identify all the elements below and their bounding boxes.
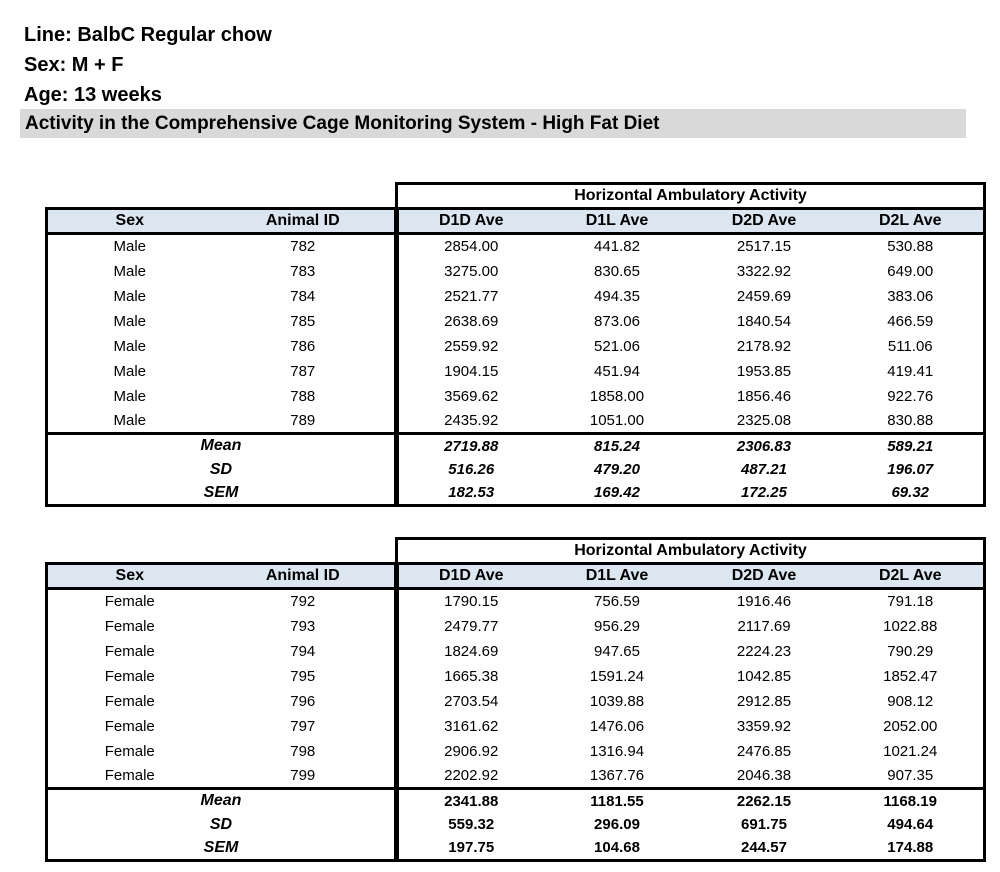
d1d-ave-cell: 2202.92 (397, 764, 544, 789)
d2l-ave-cell: 1021.24 (838, 739, 985, 764)
d2d-ave-cell: 1042.85 (736, 667, 792, 685)
table-row (47, 234, 985, 259)
animal-id-cell: 782 (290, 238, 316, 256)
table-row (47, 664, 985, 689)
d2d-ave-cell: 2459.69 (736, 287, 792, 305)
spacer-cell (47, 184, 397, 209)
d2l-ave-cell: 790.29 (838, 639, 985, 664)
d2l-ave-cell: 922.76 (838, 384, 985, 409)
d2d-ave-summary-cell: 487.21 (741, 461, 787, 478)
activity-table-male (45, 182, 986, 507)
animal-id-cell: 798 (290, 742, 316, 760)
animal-id-cell: 795 (290, 667, 316, 685)
col-header-d1d-ave: D1D Ave (397, 564, 544, 589)
table-row (47, 359, 985, 384)
sex-cell: Male (47, 309, 212, 334)
summary-label: Mean (47, 434, 397, 458)
d1d-ave-cell: 2638.69 (397, 309, 544, 334)
d1l-ave-cell: 441.82 (594, 238, 640, 256)
d2l-ave-summary-cell: 196.07 (838, 458, 985, 482)
d1l-ave-cell: 956.29 (594, 617, 640, 635)
animal-id-cell: 794 (290, 642, 316, 660)
d2l-ave-summary-cell: 494.64 (838, 813, 985, 837)
sex-cell: Female (47, 664, 212, 689)
d1l-ave-cell: 1051.00 (589, 411, 645, 429)
sex-label: Sex: M + F (24, 54, 124, 76)
report-metadata (24, 20, 272, 110)
table-row (47, 589, 985, 614)
d2d-ave-summary-cell: 2306.83 (691, 434, 838, 458)
animal-id-cell: 793 (290, 617, 316, 635)
summary-label: Mean (47, 789, 397, 813)
d2l-ave-summary-cell: 69.32 (838, 482, 985, 506)
d1l-ave-cell: 1039.88 (589, 692, 645, 710)
d2l-ave-summary-cell: 174.88 (838, 837, 985, 861)
d2l-ave-cell: 511.06 (838, 334, 985, 359)
sex-cell: Female (47, 714, 212, 739)
animal-id-cell: 786 (290, 337, 316, 355)
col-header-sex: Sex (47, 209, 212, 234)
d2l-ave-cell: 791.18 (838, 589, 985, 614)
d1d-ave-cell: 3161.62 (397, 714, 544, 739)
col-header-d1l-ave: D1L Ave (544, 564, 691, 589)
d2d-ave-cell: 1840.54 (736, 312, 792, 330)
d1l-ave-cell: 947.65 (594, 642, 640, 660)
sex-cell: Female (47, 764, 212, 789)
d1l-ave-cell: 1476.06 (589, 717, 645, 735)
d1l-ave-cell: 1858.00 (589, 387, 645, 405)
d2d-ave-summary-cell: 2262.15 (691, 789, 838, 813)
sex-cell: Male (47, 409, 212, 434)
d1l-ave-summary-cell: 104.68 (544, 837, 691, 861)
d1d-ave-cell: 2521.77 (397, 284, 544, 309)
d2d-ave-cell: 2117.69 (737, 617, 791, 635)
d1l-ave-summary-cell: 296.09 (594, 816, 640, 833)
table-row (47, 764, 985, 789)
d2l-ave-cell: 1022.88 (838, 614, 985, 639)
group-header: Horizontal Ambulatory Activity (397, 539, 985, 564)
group-header: Horizontal Ambulatory Activity (397, 184, 985, 209)
d1d-ave-summary-cell: 559.32 (397, 813, 544, 837)
column-header-row (47, 209, 985, 234)
d2d-ave-summary-cell: 691.75 (741, 816, 787, 833)
d2d-ave-cell: 2476.85 (736, 742, 792, 760)
d1d-ave-cell: 2854.00 (397, 234, 544, 259)
sex-cell: Female (47, 614, 212, 639)
summary-label: SD (47, 813, 397, 837)
col-header-animal-id: Animal ID (212, 209, 397, 234)
summary-row (47, 789, 985, 813)
d1d-ave-cell: 2435.92 (397, 409, 544, 434)
table-row (47, 714, 985, 739)
animal-id-cell: 789 (290, 411, 316, 429)
summary-row (47, 813, 985, 837)
section-banner: Activity in the Comprehensive Cage Monitoring System - High Fat Diet (20, 109, 966, 138)
d1d-ave-summary-cell: 182.53 (397, 482, 544, 506)
d1l-ave-summary-cell: 169.42 (544, 482, 691, 506)
d2d-ave-cell: 1953.85 (736, 362, 792, 380)
summary-row (47, 837, 985, 861)
d1l-ave-summary-cell: 479.20 (594, 461, 640, 478)
d1d-ave-cell: 2906.92 (397, 739, 544, 764)
d2d-ave-cell: 2224.23 (736, 642, 792, 660)
d1d-ave-summary-cell: 197.75 (397, 837, 544, 861)
d1l-ave-summary-cell: 815.24 (544, 434, 691, 458)
d2l-ave-cell: 907.35 (838, 764, 985, 789)
d1d-ave-cell: 1904.15 (397, 359, 544, 384)
d1l-ave-cell: 494.35 (594, 287, 640, 305)
sex-cell: Female (47, 739, 212, 764)
female-activity-table (45, 537, 983, 862)
d1d-ave-summary-cell: 2719.88 (397, 434, 544, 458)
d1d-ave-cell: 2559.92 (397, 334, 544, 359)
sex-cell: Female (47, 689, 212, 714)
col-header-d2d-ave: D2D Ave (691, 209, 838, 234)
d1d-ave-cell: 3275.00 (397, 259, 544, 284)
d2d-ave-cell: 2912.85 (736, 692, 792, 710)
d2l-ave-cell: 383.06 (838, 284, 985, 309)
d2l-ave-cell: 830.88 (838, 409, 985, 434)
d2d-ave-cell: 2517.15 (736, 238, 792, 256)
animal-id-cell: 788 (290, 387, 316, 405)
d2d-ave-cell: 2046.38 (736, 766, 792, 784)
sex-cell: Male (47, 259, 212, 284)
table-row (47, 409, 985, 434)
d2l-ave-summary-cell: 589.21 (838, 434, 985, 458)
col-header-d2l-ave: D2L Ave (838, 209, 985, 234)
d2l-ave-cell: 466.59 (838, 309, 985, 334)
sex-cell: Male (47, 359, 212, 384)
sex-cell: Male (47, 234, 212, 259)
group-header-row (47, 539, 985, 564)
sex-cell: Female (47, 589, 212, 614)
spacer-cell (47, 539, 397, 564)
d2d-ave-cell: 3359.92 (736, 717, 792, 735)
summary-label: SEM (47, 837, 397, 861)
d2d-ave-cell: 2325.08 (736, 411, 792, 429)
sex-cell: Male (47, 384, 212, 409)
table-row (47, 614, 985, 639)
group-header-row (47, 184, 985, 209)
table-row (47, 284, 985, 309)
d1l-ave-cell: 1316.94 (589, 742, 645, 760)
d1d-ave-cell: 3569.62 (397, 384, 544, 409)
d1d-ave-cell: 2703.54 (397, 689, 544, 714)
d2d-ave-summary-cell: 172.25 (691, 482, 838, 506)
column-header-row (47, 564, 985, 589)
d2l-ave-cell: 419.41 (838, 359, 985, 384)
d2l-ave-summary-cell: 1168.19 (838, 789, 985, 813)
d2d-ave-cell: 1856.46 (736, 387, 792, 405)
d2d-ave-summary-cell: 244.57 (691, 837, 838, 861)
d1l-ave-cell: 873.06 (594, 312, 640, 330)
d1l-ave-summary-cell: 1181.55 (544, 789, 691, 813)
d2l-ave-cell: 649.00 (838, 259, 985, 284)
summary-label: SD (47, 458, 397, 482)
d1d-ave-cell: 1665.38 (397, 664, 544, 689)
col-header-sex: Sex (47, 564, 212, 589)
animal-id-cell: 783 (290, 262, 316, 280)
animal-id-cell: 796 (290, 692, 316, 710)
table-row (47, 259, 985, 284)
d2l-ave-cell: 1852.47 (838, 664, 985, 689)
d1d-ave-cell: 1824.69 (397, 639, 544, 664)
d2l-ave-cell: 530.88 (838, 234, 985, 259)
table-row (47, 309, 985, 334)
animal-id-cell: 785 (290, 312, 316, 330)
age-label: Age: 13 weeks (24, 84, 162, 106)
animal-id-cell: 799 (290, 766, 316, 784)
animal-id-cell: 792 (290, 593, 316, 611)
table-row (47, 334, 985, 359)
sex-cell: Female (47, 639, 212, 664)
col-header-d2d-ave: D2D Ave (691, 564, 838, 589)
animal-id-cell: 784 (290, 287, 316, 305)
d1d-ave-summary-cell: 2341.88 (397, 789, 544, 813)
animal-id-cell: 787 (290, 362, 316, 380)
col-header-d1l-ave: D1L Ave (544, 209, 691, 234)
table-row (47, 689, 985, 714)
table-row (47, 384, 985, 409)
summary-row (47, 458, 985, 482)
col-header-animal-id: Animal ID (212, 564, 397, 589)
animal-id-cell: 797 (290, 717, 316, 735)
d1d-ave-cell: 1790.15 (397, 589, 544, 614)
col-header-d2l-ave: D2L Ave (838, 564, 985, 589)
d1l-ave-cell: 451.94 (594, 362, 640, 380)
d1d-ave-cell: 2479.77 (397, 614, 544, 639)
d1l-ave-cell: 521.06 (594, 337, 640, 355)
activity-table-female (45, 537, 986, 862)
table-row (47, 739, 985, 764)
d2l-ave-cell: 908.12 (838, 689, 985, 714)
d2d-ave-cell: 3322.92 (736, 262, 792, 280)
d1d-ave-summary-cell: 516.26 (397, 458, 544, 482)
summary-label: SEM (47, 482, 397, 506)
sex-cell: Male (47, 334, 212, 359)
table-row (47, 639, 985, 664)
summary-row (47, 434, 985, 458)
d2d-ave-cell: 1916.46 (736, 593, 792, 611)
d1l-ave-cell: 830.65 (594, 262, 640, 280)
d2l-ave-cell: 2052.00 (838, 714, 985, 739)
sex-cell: Male (47, 284, 212, 309)
male-activity-table (45, 182, 983, 507)
col-header-d1d-ave: D1D Ave (397, 209, 544, 234)
d1l-ave-cell: 1591.24 (589, 667, 645, 685)
d1l-ave-cell: 756.59 (594, 593, 640, 611)
d2d-ave-cell: 2178.92 (736, 337, 792, 355)
d1l-ave-cell: 1367.76 (589, 766, 645, 784)
line-label: Line: BalbC Regular chow (24, 24, 272, 46)
summary-row (47, 482, 985, 506)
